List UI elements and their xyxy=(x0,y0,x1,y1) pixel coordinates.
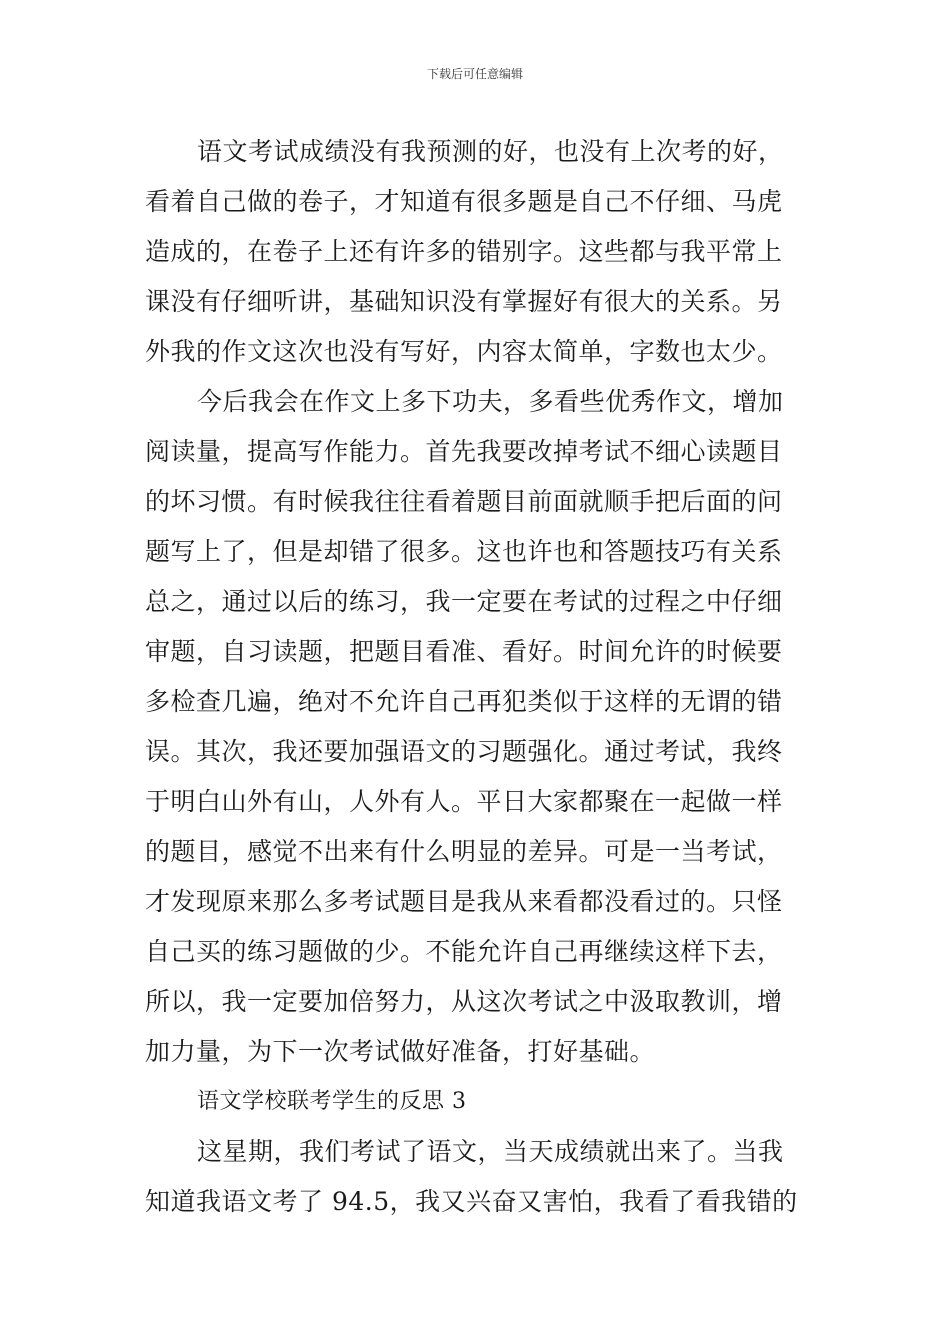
paragraph-line: 多检查几遍，绝对不允许自己再犯类似于这样的无谓的错 xyxy=(145,687,783,716)
document-body xyxy=(145,127,809,1227)
paragraph-line: 语文考试成绩没有我预测的好，也没有上次考的好， xyxy=(197,137,784,166)
paragraph-line: 题写上了，但是却错了很多。这也许也和答题技巧有关系 xyxy=(145,537,783,566)
paragraph-line: 造成的，在卷子上还有许多的错别字。这些都与我平常上 xyxy=(145,237,783,266)
paragraph-line: 审题，自习读题，把题目看准、看好。时间允许的时候要 xyxy=(145,637,783,666)
paragraph-line: 的题目，感觉不出来有什么明显的差异。可是一当考试， xyxy=(145,837,783,866)
paragraph-line: 所以，我一定要加倍努力，从这次考试之中汲取教训，增 xyxy=(145,987,783,1016)
paragraph-line: 今后我会在作文上多下功夫，多看些优秀作文，增加 xyxy=(197,387,784,416)
paragraph-line: 看着自己做的卷子，才知道有很多题是自己不仔细、马虎 xyxy=(145,187,783,216)
paragraph-line: 加力量，为下一次考试做好准备，打好基础。 xyxy=(145,1037,656,1066)
paragraph-line: 课没有仔细听讲，基础知识没有掌握好有很大的关系。另 xyxy=(145,287,783,316)
paragraph-line: 的坏习惯。有时候我往往看着题目前面就顺手把后面的问 xyxy=(145,487,783,516)
paragraph-line: 才发现原来那么多考试题目是我从来看都没看过的。只怪 xyxy=(145,887,783,916)
paragraph-line: 阅读量，提高写作能力。首先我要改掉考试不细心读题目 xyxy=(145,437,783,466)
page-header: 下载后可任意编辑 xyxy=(426,67,523,81)
paragraph-line: 知道我语文考了 94.5，我又兴奋又害怕，我看了看我错的 xyxy=(145,1187,798,1216)
paragraph-line: 外我的作文这次也没有写好，内容太简单，字数也太少。 xyxy=(145,337,783,366)
paragraph-line: 误。其次，我还要加强语文的习题强化。通过考试，我终 xyxy=(145,737,783,766)
paragraph-line: 于明白山外有山，人外有人。平日大家都聚在一起做一样 xyxy=(145,787,783,816)
paragraph-line: 这星期，我们考试了语文，当天成绩就出来了。当我 xyxy=(197,1137,784,1166)
paragraph-line: 自己买的练习题做的少。不能允许自己再继续这样下去， xyxy=(145,937,783,966)
paragraph-line: 总之，通过以后的练习，我一定要在考试的过程之中仔细 xyxy=(145,587,783,616)
section-heading: 语文学校联考学生的反思 3 xyxy=(197,1089,467,1114)
